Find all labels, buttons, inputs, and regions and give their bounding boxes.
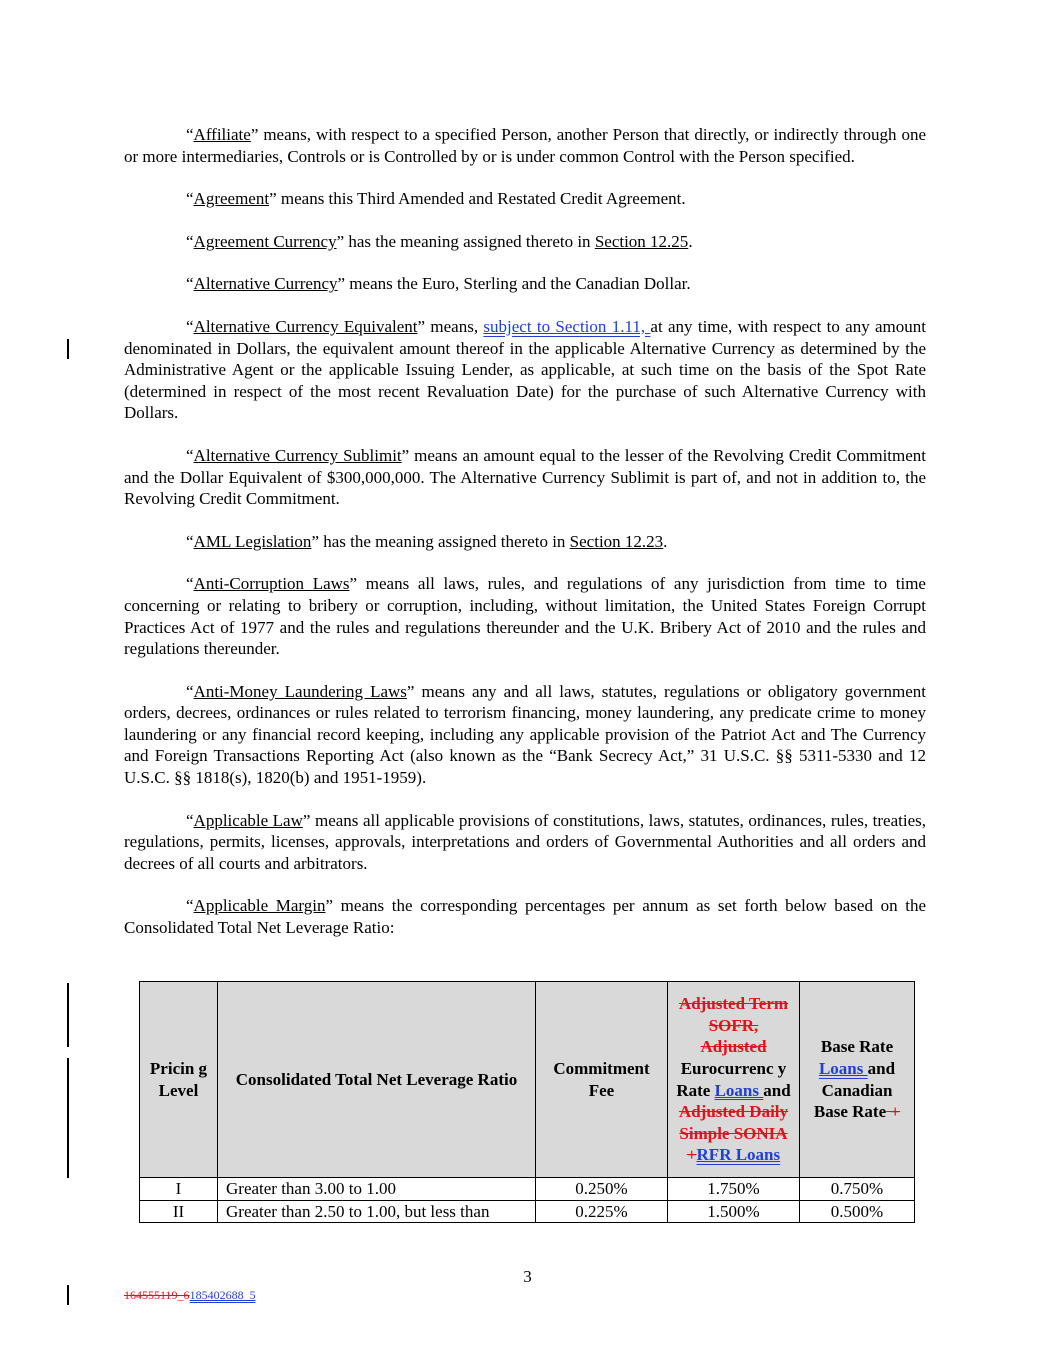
- change-bar: [67, 983, 69, 1047]
- header-text: and Canadian Base Rate: [813, 1058, 896, 1122]
- definition-text: ” has the meaning assigned thereto in: [336, 231, 595, 251]
- open-quote: “: [186, 125, 194, 144]
- definition-text: ” means all laws, rules, and regulations of any jurisdiction from time to time concerning or relating to bribery or corruption, including, without limitation, the United States Foreign Corrupt Practices Act of 1977 and the rules and regulations thereunder and the U.K. Bribery Act of 2010 and the rules and regulations thereunder.: [124, 574, 926, 659]
- header-text: Base Rate: [820, 1037, 894, 1057]
- definition-text-end: .: [663, 531, 668, 551]
- definition-text: ” means the Euro, Sterling and the Canadian Dollar.: [337, 274, 691, 294]
- document-body: [124, 124, 926, 960]
- section-reference: Section 12.25: [594, 231, 689, 251]
- table-row: [140, 1200, 915, 1223]
- defined-term: AML Legislation: [193, 531, 312, 551]
- definition-text-end: .: [688, 231, 693, 251]
- open-quote: “: [186, 274, 194, 294]
- open-quote: “: [186, 189, 194, 209]
- definition-aml-legislation: [124, 531, 926, 553]
- inserted-docid: 185402688_5: [189, 1288, 256, 1302]
- defined-term: Alternative Currency Equivalent: [193, 316, 418, 336]
- cell-fee: 0.225%: [536, 1200, 668, 1223]
- defined-term: Applicable Margin: [193, 896, 326, 916]
- definition-applicable-law: [124, 810, 926, 875]
- definition-text: ” means this Third Amended and Restated Credit Agreement.: [269, 189, 686, 209]
- defined-term: Anti-Corruption Laws: [193, 574, 350, 594]
- open-quote: “: [186, 316, 194, 336]
- cell-euro-rate: 1.500%: [668, 1200, 800, 1223]
- definition-agreement-currency: [124, 231, 926, 253]
- open-quote: “: [186, 531, 194, 551]
- header-text: and: [763, 1080, 791, 1100]
- header-leverage-ratio: Consolidated Total Net Leverage Ratio: [218, 982, 536, 1178]
- definition-text: ” means the corresponding percentages per annum as set forth below based on the Consolidated Total Net Leverage Ratio:: [124, 896, 926, 938]
- definition-anti-corruption-laws: [124, 573, 926, 659]
- cell-ratio: Greater than 3.00 to 1.00: [218, 1178, 536, 1201]
- open-quote: “: [186, 810, 194, 830]
- change-bar: [67, 1058, 69, 1178]
- definition-text: ” means any and all laws, statutes, regulations or obligatory government orders, decrees, ordinances or rules related to terrorism financing, money laundering, any predicate crime to money laundering or any financial record keeping, including any applicable provision of the Patriot Act and The Currency and Foreign Transactions Reporting Act (also known as the “Bank Secrecy Act,” 31 U.S.C. §§ 5311-5330 and 12 U.S.C. §§ 1818(s), 1820(b) and 1951-1959).: [124, 681, 927, 788]
- defined-term: Agreement Currency: [193, 231, 337, 251]
- defined-term: Agreement: [193, 189, 270, 209]
- definition-text: ” means, with respect to a specified Person, another Person that directly, or indirectly through one or more intermediaries, Controls or is Controlled by or is under common Control with the Person specified.: [124, 125, 926, 166]
- inserted-text: subject to Section 1.11,: [483, 316, 651, 336]
- cell-fee: 0.250%: [536, 1178, 668, 1201]
- cell-ratio: Greater than 2.50 to 1.00, but less than: [218, 1200, 536, 1223]
- definition-text: ” means all applicable provisions of constitutions, laws, statutes, ordinances, rules, treaties, regulations, permits, licenses, approvals, interpretations and orders of Governmental Authorities and all orders and decrees of all courts and arbitrators.: [124, 810, 926, 873]
- cell-level: I: [140, 1178, 218, 1201]
- definition-text: ” means,: [417, 316, 484, 336]
- defined-term: Applicable Law: [193, 810, 303, 830]
- applicable-margin-table: [139, 981, 915, 1223]
- defined-term: Alternative Currency Sublimit: [193, 445, 402, 465]
- deleted-docid: 164555119_6: [124, 1288, 190, 1302]
- defined-term: Anti-Money Laundering Laws: [193, 681, 407, 701]
- change-bar: [67, 339, 69, 359]
- cell-level: II: [140, 1200, 218, 1223]
- definition-affiliate: [124, 124, 926, 167]
- definition-agreement: [124, 188, 926, 210]
- inserted-text: RFR Loans: [696, 1145, 781, 1165]
- header-eurocurrency-rate: [668, 982, 800, 1178]
- change-bar: [67, 1285, 69, 1305]
- open-quote: “: [186, 231, 194, 251]
- header-text: Eurocurrenc y Rate: [676, 1058, 787, 1100]
- deleted-text: Adjusted Term SOFR, Adjusted: [678, 994, 789, 1057]
- page-number: 3: [523, 1267, 532, 1286]
- header-commitment-fee: Commitment Fee: [536, 982, 668, 1178]
- open-quote: “: [186, 445, 194, 465]
- definition-anti-money-laundering-laws: [124, 681, 926, 789]
- header-pricing-level: Pricin g Level: [140, 982, 218, 1178]
- section-reference: Section 12.23: [569, 531, 664, 551]
- deleted-text: +: [886, 1102, 901, 1122]
- header-base-rate: [800, 982, 915, 1178]
- cell-base-rate: 0.500%: [800, 1200, 915, 1223]
- cell-base-rate: 0.750%: [800, 1178, 915, 1201]
- definition-text-continued: at any time, with respect to any amount denominated in Dollars, the equivalent amount thereof in the applicable Alternative Currency as determined by the Administrative Agent or the applicable Issuing Lender, as applicable, at such time on the basis of the Spot Rate (determined in respect of the most recent Revaluation Date) for the purchase of such Alternative Currency with Dollars.: [124, 316, 926, 423]
- table-row: [140, 1178, 915, 1201]
- inserted-text: Loans: [714, 1080, 764, 1100]
- table-header-row: [140, 982, 915, 1178]
- definition-applicable-margin: [124, 895, 926, 938]
- open-quote: “: [186, 896, 194, 916]
- cell-euro-rate: 1.750%: [668, 1178, 800, 1201]
- inserted-text: Loans: [818, 1058, 868, 1078]
- definition-alternative-currency-sublimit: [124, 445, 926, 510]
- definition-alternative-currency: [124, 273, 926, 295]
- open-quote: “: [186, 574, 194, 594]
- defined-term: Affiliate: [193, 125, 251, 144]
- definition-text: ” has the meaning assigned thereto in: [311, 531, 570, 551]
- defined-term: Alternative Currency: [193, 274, 338, 294]
- definition-text: ” means an amount equal to the lesser of the Revolving Credit Commitment and the Dollar Equivalent of $300,000,000. The Alternative Currency Sublimit is part of, and not in addition to, the Revolving Credit Commitment.: [124, 445, 927, 509]
- deleted-text: Adjusted Daily Simple SONIA +: [678, 1102, 789, 1165]
- document-id: [124, 1288, 256, 1303]
- open-quote: “: [186, 681, 194, 701]
- definition-alternative-currency-equivalent: [124, 316, 926, 424]
